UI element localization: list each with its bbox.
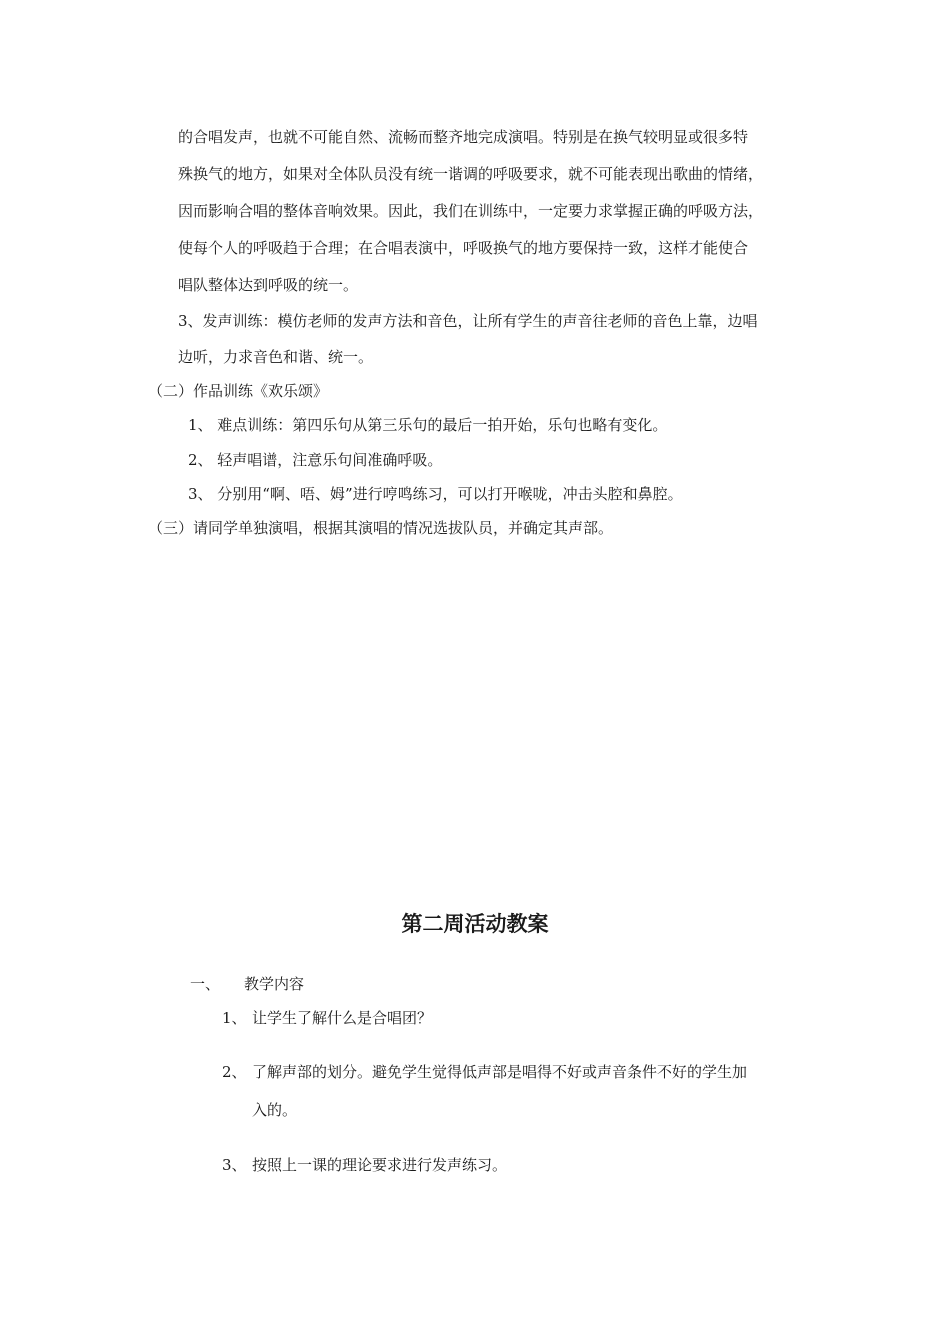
list-item-text: 了解声部的划分。避免学生觉得低声部是唱得不好或声音条件不好的学生加 — [252, 1063, 748, 1081]
section-label: 教学内容 — [244, 975, 305, 993]
list-item-number: 2、 — [222, 1063, 247, 1081]
item-line: 边听，力求音色和谐、统一。 — [178, 348, 374, 366]
section-heading-3: （三）请同学单独演唱，根据其演唱的情况选拔队员，并确定其声部。 — [148, 519, 614, 537]
paragraph-line: 殊换气的地方，如果对全体队员没有统一谐调的呼吸要求，就不可能表现出歌曲的情绪， — [178, 165, 764, 183]
list-item-text: 入的。 — [252, 1101, 298, 1119]
section-number: 一、 — [190, 975, 221, 993]
item-line: 3、发声训练：模仿老师的发声方法和音色，让所有学生的声音往老师的音色上靠，边唱 — [178, 312, 758, 330]
list-item-text: 让学生了解什么是合唱团？ — [252, 1009, 433, 1027]
paragraph-line: 因而影响合唱的整体音响效果。因此，我们在训练中，一定要力求掌握正确的呼吸方法， — [178, 202, 764, 220]
page-title: 第二周活动教案 — [401, 911, 549, 936]
list-item-text: 按照上一课的理论要求进行发声练习。 — [252, 1156, 508, 1174]
list-item: 3、 分别用“啊、唔、姆”进行哼鸣练习，可以打开喉咙，冲击头腔和鼻腔。 — [188, 485, 683, 503]
paragraph-line: 的合唱发声，也就不可能自然、流畅而整齐地完成演唱。特别是在换气较明显或很多特 — [178, 128, 749, 146]
list-item-number: 1、 — [222, 1009, 247, 1027]
section-heading-2: （二）作品训练《欢乐颂》 — [148, 382, 329, 400]
list-item: 1、 难点训练：第四乐句从第三乐句的最后一拍开始，乐句也略有变化。 — [188, 416, 668, 434]
list-item: 2、 轻声唱谱，注意乐句间准确呼吸。 — [188, 451, 443, 469]
paragraph-line: 使每个人的呼吸趋于合理；在合唱表演中，呼吸换气的地方要保持一致，这样才能使合 — [178, 239, 749, 257]
paragraph-line: 唱队整体达到呼吸的统一。 — [178, 276, 359, 294]
list-item-number: 3、 — [222, 1156, 247, 1174]
